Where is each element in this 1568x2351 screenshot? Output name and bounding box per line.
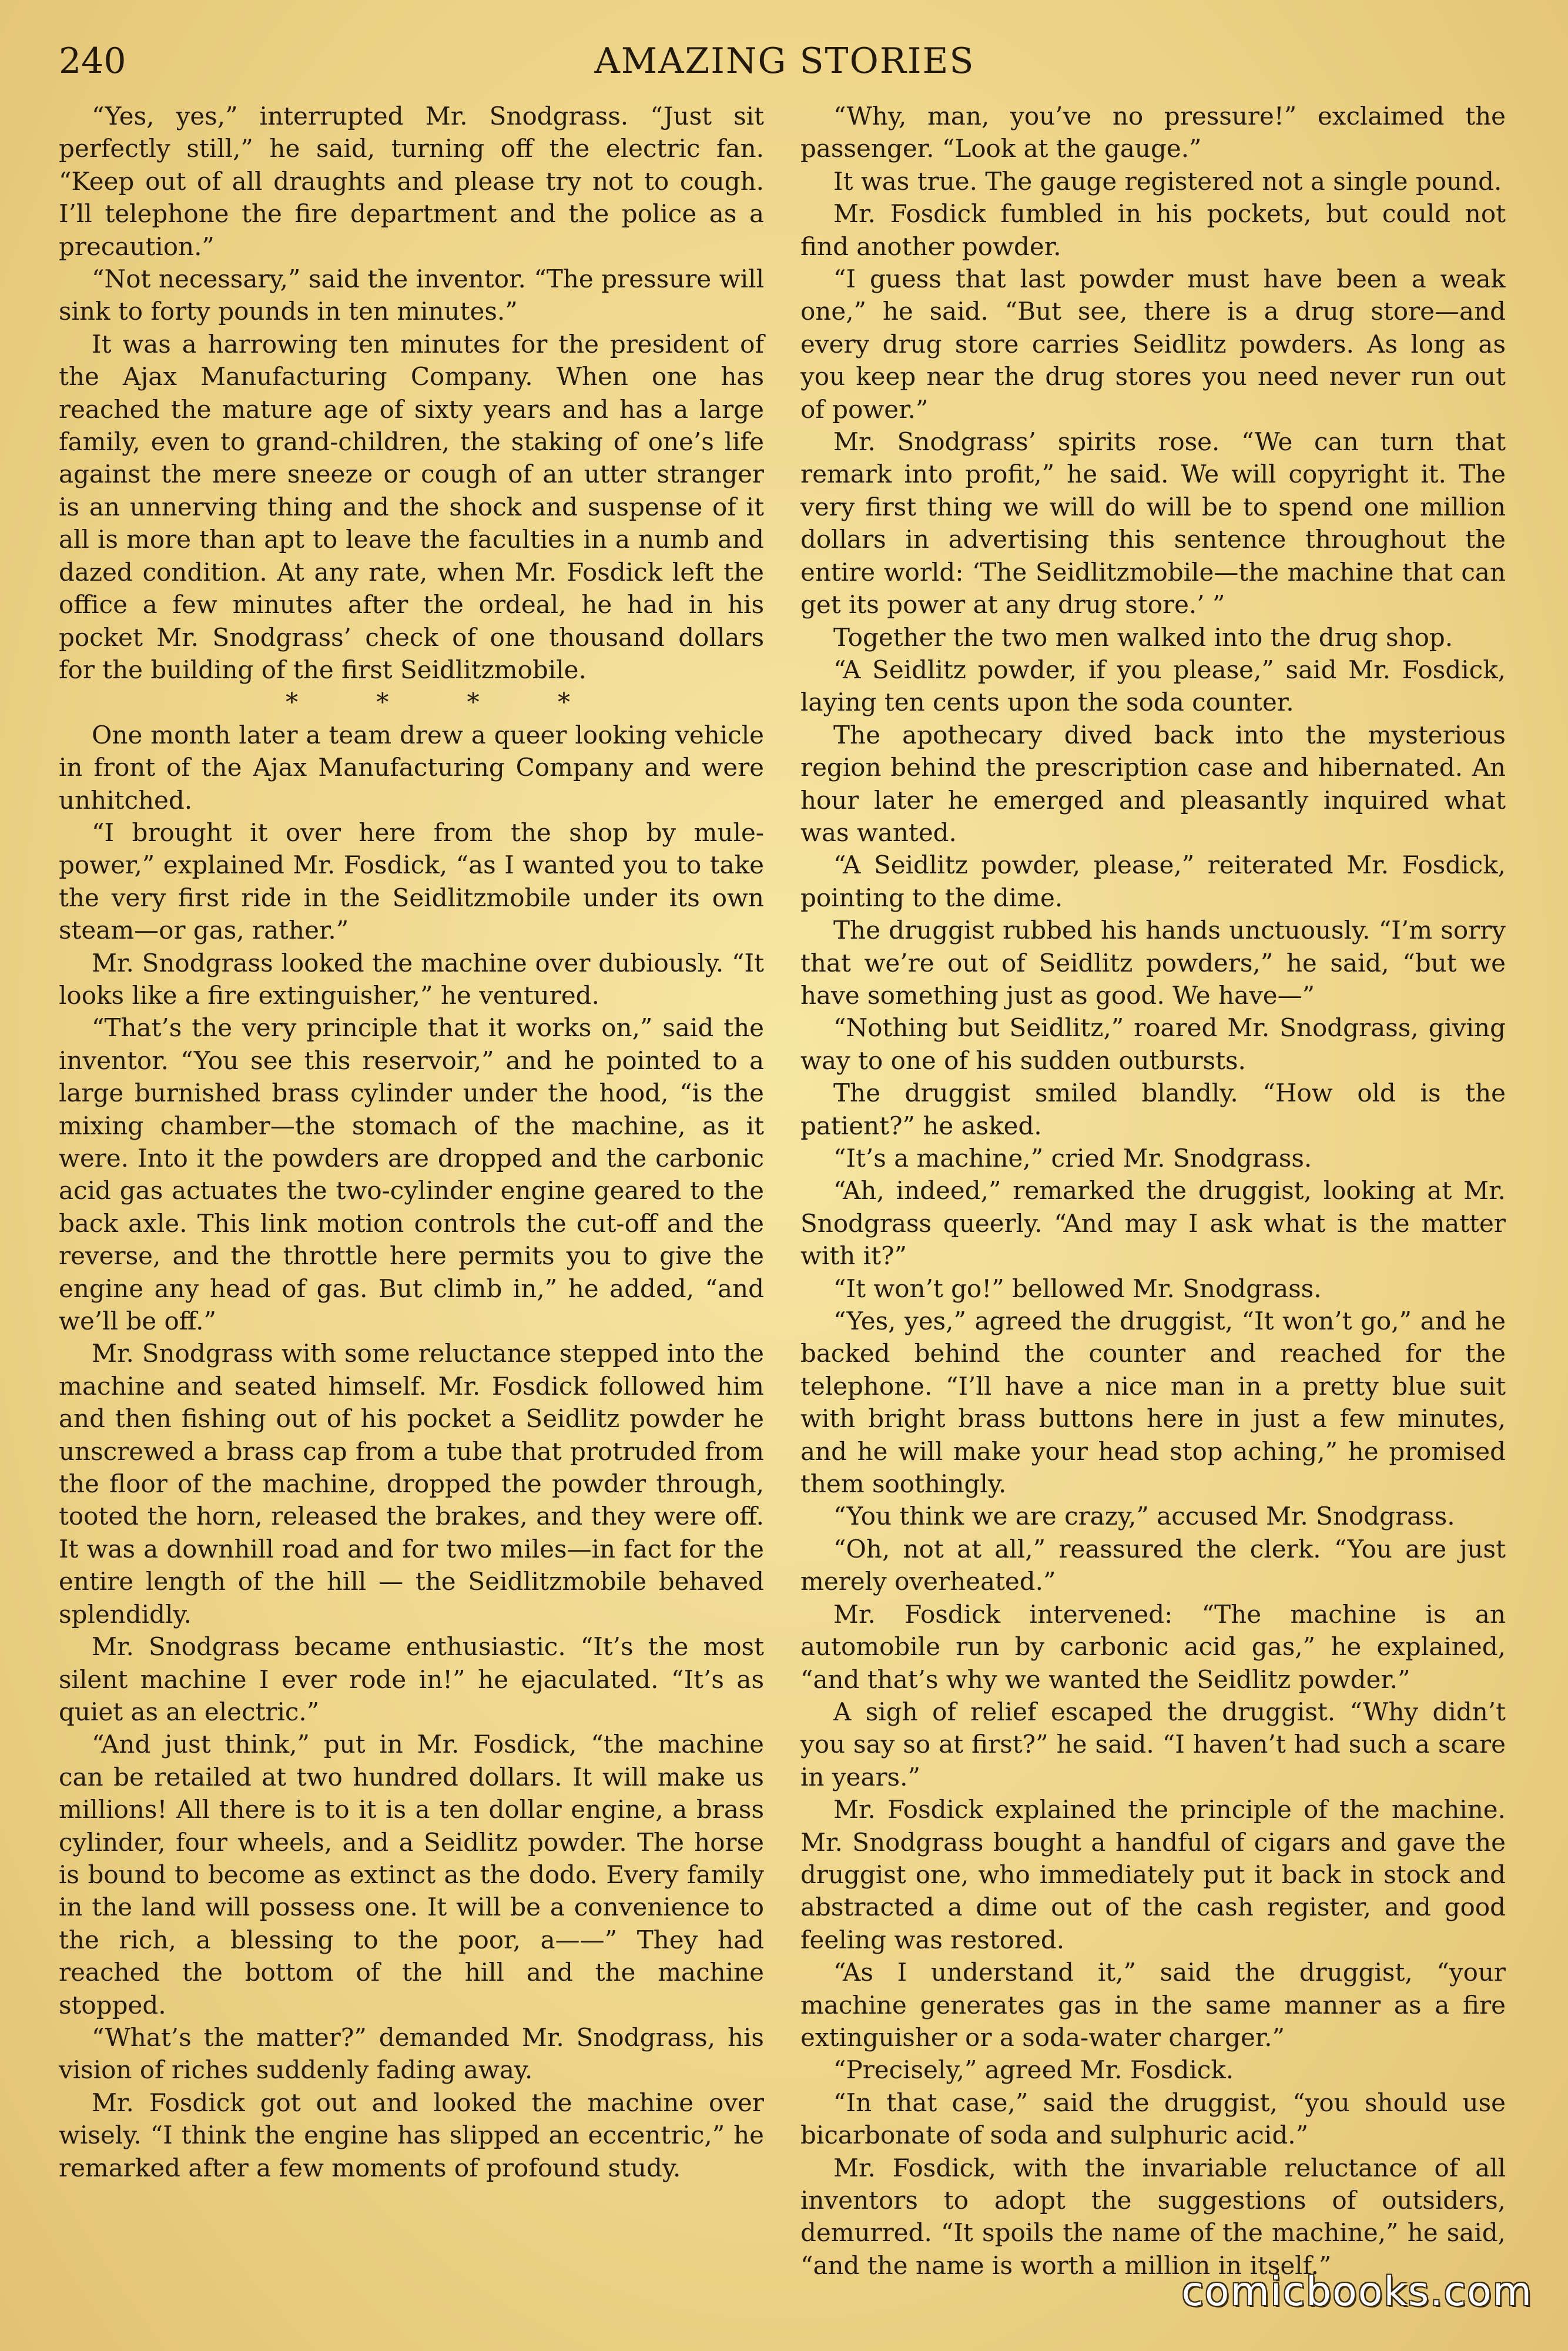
paragraph: Mr. Fosdick intervened: “The machine is an automobile run by carbonic acid gas,” he explained, “and that’s why we wanted the Seidlitz powder.” [800, 1599, 1506, 1694]
running-head: AMAZING STORIES [594, 41, 975, 82]
watermark-logo: comicbooks.com [1181, 2269, 1533, 2315]
paragraph: “Not necessary,” said the inventor. “The pressure will sink to forty pounds in ten minutes.” [59, 264, 764, 326]
paragraph: Together the two men walked into the drug shop. [833, 622, 1453, 652]
paragraph: “Nothing but Seidlitz,” roared Mr. Snodgrass, giving way to one of his sudden outbursts. [800, 1013, 1506, 1075]
page-header [59, 33, 1510, 86]
paragraph: The apothecary dived back into the mysterious region behind the prescription case and hibernated. An hour later he emerged and pleasantly inquired what was wanted. [800, 720, 1506, 847]
paragraph: “A Seidlitz powder, please,” reiterated Mr. Fosdick, pointing to the dime. [800, 850, 1506, 912]
paragraph: “I brought it over here from the shop by mule-power,” explained Mr. Fosdick, “as I wanted you to take the very first ride in the Seidlitzmobile under its own steam—or gas, rather.” [59, 818, 764, 945]
paragraph: “What’s the matter?” demanded Mr. Snodgrass, his vision of riches suddenly fading away. [59, 2022, 764, 2085]
paragraph: Mr. Fosdick, with the invariable reluctance of all inventors to adopt the suggestions of outsiders, demurred. “It spoils the name of the machine,” he said, “and the name is worth a million in itself.” [800, 2153, 1506, 2280]
paragraph: It was a harrowing ten minutes for the president of the Ajax Manufacturing Company. When one has reached the mature age of sixty years and has a large family, even to grand-children, the staking of one’s life against the mere sneeze or cough of an utter stranger is an unnerving thing and the shock and suspense of it all is more than apt to leave the faculties in a numb and dazed condition. At any rate, when Mr. Fosdick left the office a few minutes after the ordeal, he had in his pocket Mr. Snodgrass’ check of one thousand dollars for the building of the first Seidlitzmobile. [59, 329, 764, 684]
paragraph: Mr. Snodgrass became enthusiastic. “It’s the most silent machine I ever rode in!” he ejaculated. “It’s as quiet as an electric.” [59, 1632, 764, 1726]
paragraph: “Precisely,” agreed Mr. Fosdick. [833, 2055, 1234, 2085]
paragraph: “It’s a machine,” cried Mr. Snodgrass. [833, 1144, 1312, 1173]
page-number: 240 [59, 41, 126, 82]
paragraph: “As I understand it,” said the druggist, “your machine generates gas in the same manner as a fire extinguisher or a soda-water charger.” [800, 1958, 1506, 2052]
paragraph: Mr. Fosdick got out and looked the machine over wisely. “I think the engine has slipped an eccentric,” he remarked after a few moments of profound study. [59, 2088, 764, 2182]
paragraph: “And just think,” put in Mr. Fosdick, “the machine can be retailed at two hundred dollars. It will make us millions! All there is to it is a ten dollar engine, a brass cylinder, four wheels, and a Seidlitz powder. The horse is bound to become as extinct as the dodo. Every family in the land will possess one. It will be a convenience to the rich, a blessing to the poor, a——” They had reached the bottom of the hill and the machine stopped. [59, 1730, 764, 2020]
paragraph: “I guess that last powder must have been a weak one,” he said. “But see, there is a drug store—and every drug store carries Seidlitz powders. As long as you keep near the drug stores you need never run out of power.” [800, 264, 1506, 424]
paragraph: “In that case,” said the druggist, “you should use bicarbonate of soda and sulphuric acid.” [800, 2088, 1506, 2150]
paragraph: It was true. The gauge registered not a single pound. [833, 166, 1502, 196]
section-separator: * * * * [285, 688, 606, 717]
paragraph: A sigh of relief escaped the druggist. “Why didn’t you say so at first?” he said. “I haven’t had such a scare in years.” [800, 1697, 1506, 1791]
paragraph: “Yes, yes,” interrupted Mr. Snodgrass. “Just sit perfectly still,” he said, turning off the electric fan. “Keep out of all draughts and please try not to cough. I’ll telephone the fire department and the police as a precaution.” [59, 102, 764, 261]
paragraph: Mr. Snodgrass’ spirits rose. “We can turn that remark into profit,” he said. We will copyright it. The very first thing we will do will be to spend one million dollars in advertising this sentence throughout the entire world: ‘The Seidlitzmobile—the machine that can get its power at any drug store.’ ” [800, 427, 1506, 619]
paragraph: “Yes, yes,” agreed the druggist, “It won’t go,” and he backed behind the counter and reached for the telephone. “I’ll have a nice man in a pretty blue suit with bright brass buttons here in just a few minutes, and he will make your head stop aching,” he promised them soothingly. [800, 1307, 1506, 1499]
paragraph: One month later a team drew a queer looking vehicle in front of the Ajax Manufacturing Company and were unhitched. [59, 720, 764, 815]
paragraph: “Why, man, you’ve no pressure!” exclaimed the passenger. “Look at the gauge.” [800, 102, 1506, 163]
text-column-left [59, 100, 764, 2184]
paragraph: “Oh, not at all,” reassured the clerk. “You are just merely overheated.” [800, 1534, 1506, 1596]
paragraph: Mr. Fosdick explained the principle of the machine. Mr. Snodgrass bought a handful of cigars and gave the druggist one, who immediately put it back in stock and abstracted a dime out of the cash register, and good feeling was restored. [800, 1795, 1506, 1954]
paragraph: The druggist rubbed his hands unctuously. “I’m sorry that we’re out of Seidlitz powders,” he said, “but we have something just as good. We have—” [800, 916, 1506, 1010]
paragraph: “You think we are crazy,” accused Mr. Snodgrass. [833, 1502, 1455, 1531]
paragraph: “It won’t go!” bellowed Mr. Snodgrass. [833, 1274, 1322, 1303]
paragraph: “Ah, indeed,” remarked the druggist, looking at Mr. Snodgrass queerly. “And may I ask what is the matter with it?” [800, 1176, 1506, 1271]
paragraph: Mr. Snodgrass looked the machine over dubiously. “It looks like a fire extinguisher,” he ventured. [59, 948, 764, 1010]
paragraph: The druggist smiled blandly. “How old is the patient?” he asked. [800, 1079, 1506, 1140]
paragraph: “That’s the very principle that it works on,” said the inventor. “You see this reservoir,” and he pointed to a large burnished brass cylinder under the hood, “is the mixing chamber—the stomach of the machine, as it were. Into it the powders are dropped and the carbonic acid gas actuates the two-cylinder engine geared to the back axle. This link motion controls the cut-off and the reverse, and the throttle here permits you to give the engine any head of gas. But climb in,” he added, “and we’ll be off.” [59, 1013, 764, 1336]
paragraph: Mr. Fosdick fumbled in his pockets, but could not find another powder. [800, 199, 1506, 261]
paragraph: “A Seidlitz powder, if you please,” said Mr. Fosdick, laying ten cents upon the soda counter. [800, 655, 1506, 717]
paragraph: Mr. Snodgrass with some reluctance stepped into the machine and seated himself. Mr. Fosdick followed him and then fishing out of his pocket a Seidlitz powder he unscrewed a brass cap from a tube that protruded from the floor of the machine, dropped the powder through, tooted the horn, released the brakes, and they were off. It was a downhill road and for two miles—in fact for the entire length of the hill — the Seidlitzmobile behaved splendidly. [59, 1339, 764, 1629]
text-column-right [800, 100, 1506, 2282]
